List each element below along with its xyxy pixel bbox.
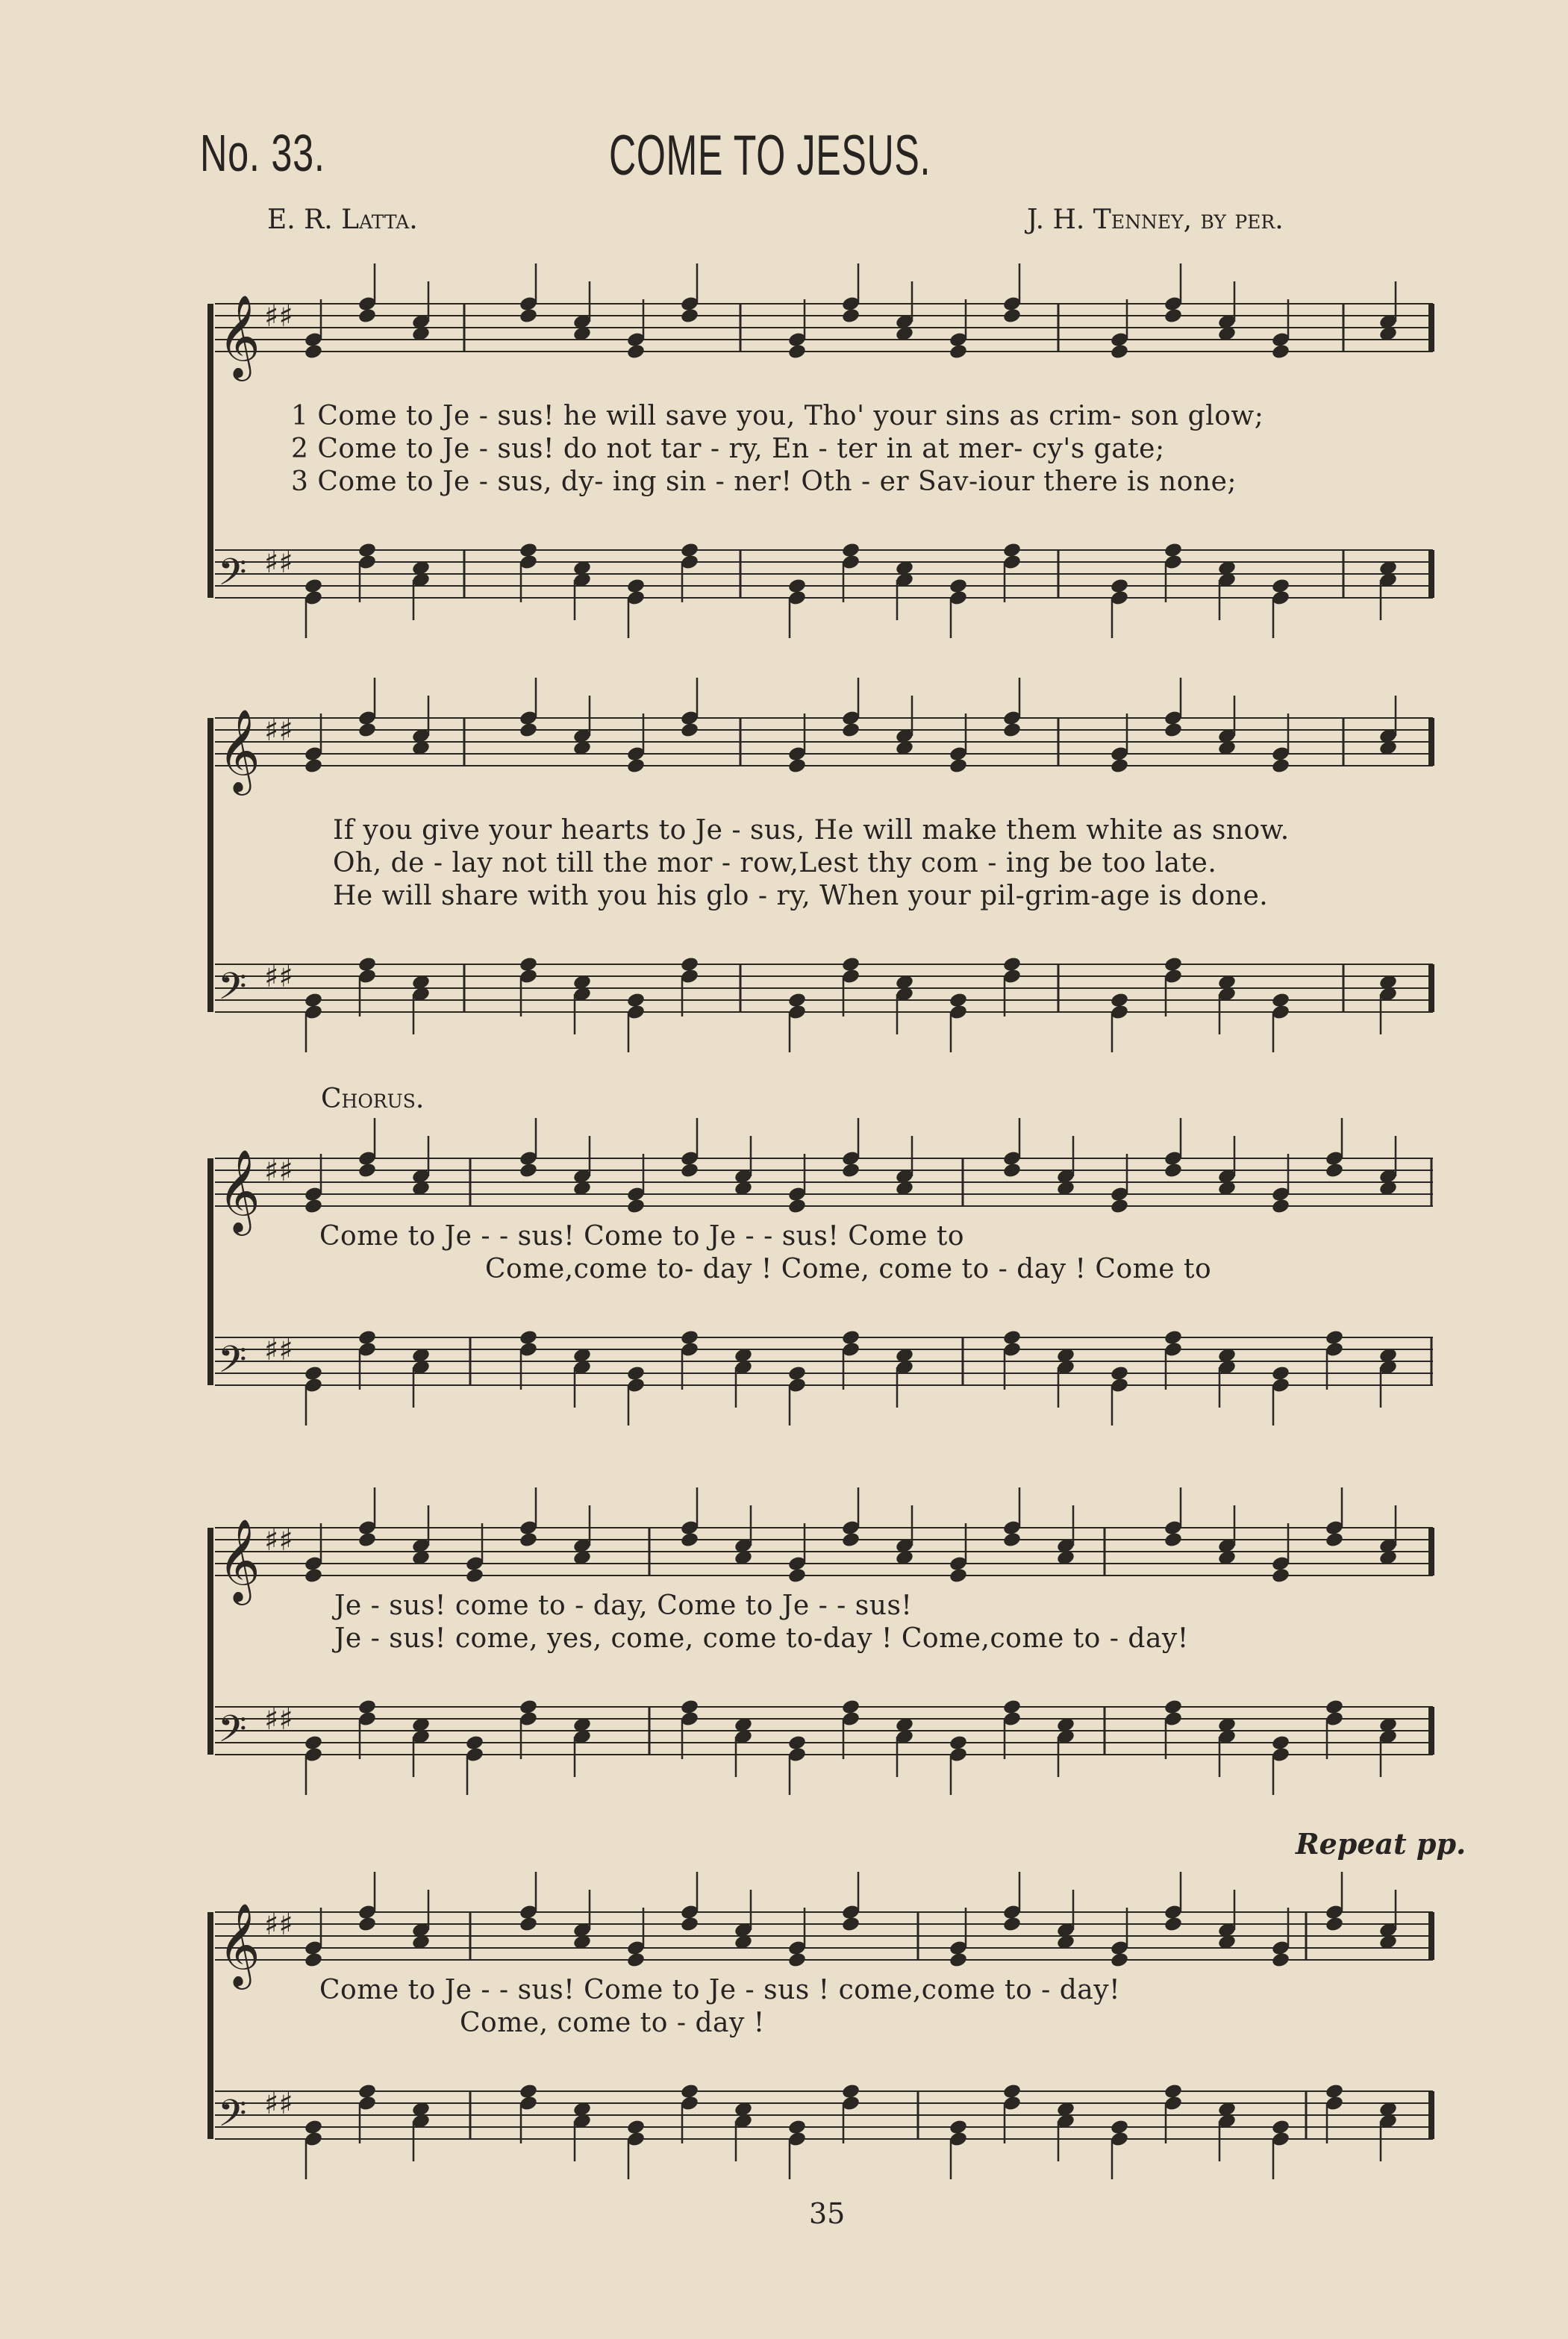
note-head [787, 1567, 807, 1584]
note-head [1110, 343, 1129, 360]
music-system-3 [202, 1112, 1455, 1440]
bass-lyric-line [202, 2008, 1455, 2040]
lyric-verse-1: 1 Come to Je - sus! he will save you, Tho' your sins as crim- son glow; [291, 401, 1264, 431]
lyric-verse-2: Oh, de - lay not till the mor - row,Lest thy com - ing be too late. [333, 848, 1217, 878]
verse-2-line [202, 848, 1455, 881]
treble-clef-icon: 𝄞 [218, 1902, 260, 1986]
key-signature-icon: ♯♯ [264, 1333, 293, 1367]
bass-clef-icon: 𝄢 [218, 965, 247, 1017]
lyric-verse-2: 2 Come to Je - sus! do not tar - ry, En - ter in at mer- cy's gate; [291, 434, 1165, 464]
bass-clef-icon: 𝄢 [218, 2092, 247, 2144]
lyric-verse-3: He will share with you his glo - ry, When your pil-grim-age is done. [333, 881, 1269, 911]
verse-1-line [202, 815, 1455, 848]
note-head [304, 1198, 323, 1215]
key-signature-icon: ♯♯ [264, 713, 293, 748]
note-head [357, 722, 377, 739]
note-head [357, 1916, 377, 1933]
treble-clef-icon: 𝄞 [218, 708, 260, 792]
note-head [949, 758, 968, 775]
treble-lyric-line [202, 1590, 1455, 1623]
lyric-verse-3: 3 Come to Je - sus, dy- ing sin - ner! Oth - er Sav-iour there is none; [291, 466, 1237, 497]
note-head [465, 1567, 484, 1584]
note-head [1002, 307, 1022, 325]
note-head [1002, 1531, 1022, 1549]
note-head [680, 1162, 699, 1179]
bass-staff [215, 1329, 1433, 1425]
chorus-lyric-treble: Come to Je - - sus! Come to Je - - sus! Come to [319, 1221, 964, 1252]
treble-clef-icon: 𝄞 [218, 294, 260, 378]
page-number: 35 [809, 2197, 846, 2230]
music-system-4 [202, 1481, 1455, 1810]
composer-credit: J. H. Tenney, by per. [1027, 204, 1284, 235]
chorus-lyric-treble: Come to Je - - sus! Come to Je - sus ! come,come to - day! [319, 1975, 1121, 2005]
chorus-lyric-treble: Je - sus! come to - day, Come to Je - - sus! [334, 1590, 913, 1621]
key-signature-icon: ♯♯ [264, 1702, 293, 1737]
note-head [1163, 307, 1183, 325]
note-head [841, 722, 860, 739]
key-signature-icon: ♯♯ [264, 1523, 293, 1558]
note-head [357, 1531, 377, 1549]
bass-lyric-line [202, 1623, 1455, 1656]
treble-staff [215, 678, 1433, 796]
treble-staff [215, 1487, 1433, 1605]
note-head [1002, 1162, 1022, 1179]
chorus-lyric-bass: Je - sus! come, yes, come, come to-day ! Come,come to - day! [334, 1623, 1189, 1654]
note-head [841, 307, 860, 325]
verse-1-line [202, 401, 1455, 434]
bass-clef-icon: 𝄢 [218, 1338, 247, 1390]
key-signature-icon: ♯♯ [264, 546, 293, 580]
note-head [304, 343, 323, 360]
note-head [626, 343, 646, 360]
note-head [1325, 1162, 1344, 1179]
bass-staff [215, 956, 1433, 1052]
note-head [304, 758, 323, 775]
note-head [1110, 1198, 1129, 1215]
note-head [626, 758, 646, 775]
note-head [1002, 1916, 1022, 1933]
note-head [304, 1567, 323, 1584]
bass-staff [215, 1699, 1433, 1795]
note-head [1163, 722, 1183, 739]
note-head [787, 343, 807, 360]
bass-clef-icon: 𝄢 [218, 1708, 247, 1760]
note-head [949, 1567, 968, 1584]
verse-2-line [202, 434, 1455, 466]
bass-clef-icon: 𝄢 [218, 551, 247, 603]
note-head [1325, 1916, 1344, 1933]
repeat-marking: Repeat pp. [1296, 1827, 1467, 1861]
chorus-lyric-bass: Come,come to- day ! Come, come to - day ! Come to [485, 1254, 1212, 1284]
note-head [1271, 1952, 1290, 1969]
note-head [841, 1531, 860, 1549]
key-signature-icon: ♯♯ [264, 299, 293, 334]
note-head [1163, 1916, 1183, 1933]
note-head [519, 1162, 538, 1179]
note-head [949, 343, 968, 360]
note-head [1163, 1162, 1183, 1179]
note-head [1002, 722, 1022, 739]
note-head [680, 1916, 699, 1933]
note-head [841, 1162, 860, 1179]
lyricist-credit: E. R. Latta. [267, 204, 418, 235]
music-system-5 [202, 1866, 1455, 2194]
note-head [787, 1198, 807, 1215]
bass-staff [215, 542, 1433, 638]
bass-lyric-line [202, 1254, 1455, 1287]
note-head [680, 307, 699, 325]
note-head [304, 1952, 323, 1969]
note-head [519, 1531, 538, 1549]
music-system-2 [202, 672, 1455, 1030]
note-head [1271, 343, 1290, 360]
key-signature-icon: ♯♯ [264, 1154, 293, 1188]
verse-3-line [202, 466, 1455, 499]
note-head [787, 758, 807, 775]
note-head [787, 1952, 807, 1969]
note-head [949, 1952, 968, 1969]
note-head [680, 722, 699, 739]
music-system-1 [202, 257, 1455, 616]
hymn-title: COME TO JESUS. [609, 124, 931, 187]
chorus-lyric-bass: Come, come to - day ! [460, 2008, 765, 2038]
bass-staff [215, 2083, 1433, 2179]
note-head [1271, 758, 1290, 775]
treble-lyric-line [202, 1975, 1455, 2008]
note-head [1110, 1952, 1129, 1969]
note-head [626, 1952, 646, 1969]
note-head [1110, 758, 1129, 775]
note-head [841, 1916, 860, 1933]
key-signature-icon: ♯♯ [264, 1908, 293, 1942]
note-head [1163, 1531, 1183, 1549]
treble-staff [215, 1118, 1433, 1236]
treble-lyric-line [202, 1221, 1455, 1254]
treble-clef-icon: 𝄞 [218, 1149, 260, 1232]
note-head [680, 1531, 699, 1549]
lyric-verse-1: If you give your hearts to Je - sus, He will make them white as snow. [333, 815, 1290, 846]
chorus-label: Chorus. [321, 1084, 425, 1114]
note-head [1271, 1198, 1290, 1215]
note-head [519, 307, 538, 325]
note-head [357, 1162, 377, 1179]
note-head [357, 307, 377, 325]
note-head [519, 1916, 538, 1933]
treble-staff [215, 1872, 1433, 1990]
key-signature-icon: ♯♯ [264, 960, 293, 994]
treble-clef-icon: 𝄞 [218, 1518, 260, 1602]
treble-staff [215, 263, 1433, 381]
note-head [1271, 1567, 1290, 1584]
note-head [626, 1198, 646, 1215]
key-signature-icon: ♯♯ [264, 2087, 293, 2121]
note-head [519, 722, 538, 739]
note-head [1325, 1531, 1344, 1549]
verse-3-line [202, 881, 1455, 914]
hymn-number: No. 33. [200, 124, 325, 182]
